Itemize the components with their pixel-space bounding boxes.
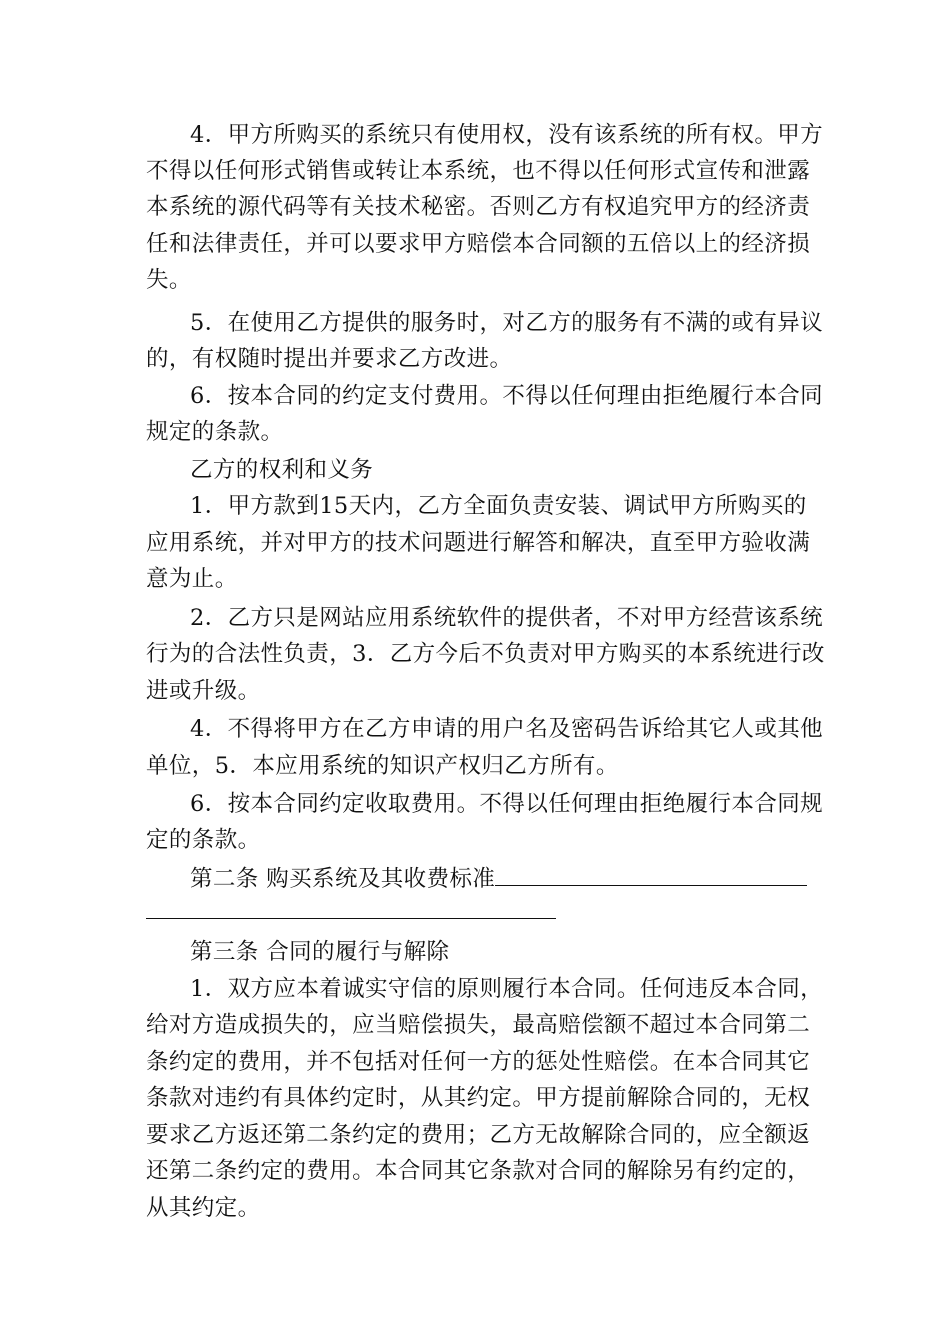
paragraph-line: 从其约定。 <box>146 1195 261 1221</box>
paragraph-line: 6．按本合同的约定支付费用。不得以任何理由拒绝履行本合同 <box>190 383 824 409</box>
paragraph-line: 5．在使用乙方提供的服务时，对乙方的服务有不满的或有异议 <box>190 310 824 336</box>
paragraph-line: 要求乙方返还第二条约定的费用；乙方无故解除合同的，应全额返 <box>146 1122 811 1148</box>
paragraph-line: 失。 <box>146 267 192 293</box>
paragraph-line: 意为止。 <box>146 566 238 592</box>
paragraph-line: 6．按本合同约定收取费用。不得以任何理由拒绝履行本合同规 <box>190 791 824 817</box>
blank-fill-line <box>146 918 556 919</box>
paragraph-line: 行为的合法性负责，3．乙方今后不负责对甲方购买的本系统进行改 <box>146 641 825 667</box>
article-two-title: 第二条 购买系统及其收费标准 <box>190 866 496 892</box>
paragraph-line: 1．双方应本着诚实守信的原则履行本合同。任何违反本合同， <box>190 976 824 1002</box>
article-two-heading <box>190 859 810 895</box>
paragraph-line: 本系统的源代码等有关技术秘密。否则乙方有权追究甲方的经济责 <box>146 194 811 220</box>
section-heading: 乙方的权利和义务 <box>190 457 374 483</box>
paragraph-line: 还第二条约定的费用。本合同其它条款对合同的解除另有约定的， <box>146 1158 811 1184</box>
paragraph-line: 单位，5．本应用系统的知识产权归乙方所有。 <box>146 753 619 779</box>
paragraph-line: 应用系统，并对甲方的技术问题进行解答和解决，直至甲方验收满 <box>146 530 811 556</box>
paragraph-line: 2．乙方只是网站应用系统软件的提供者，不对甲方经营该系统 <box>190 605 824 631</box>
paragraph-line: 条款对违约有具体约定时，从其约定。甲方提前解除合同的，无权 <box>146 1085 811 1111</box>
paragraph-line: 的，有权随时提出并要求乙方改进。 <box>146 346 513 372</box>
blank-fill-line <box>495 859 807 886</box>
paragraph-line: 1．甲方款到15天内，乙方全面负责安装、调试甲方所购买的 <box>190 493 807 519</box>
paragraph-line: 任和法律责任，并可以要求甲方赔偿本合同额的五倍以上的经济损 <box>146 231 811 257</box>
article-three-heading: 第三条 合同的履行与解除 <box>190 939 450 965</box>
paragraph-line: 给对方造成损失的，应当赔偿损失，最高赔偿额不超过本合同第二 <box>146 1012 811 1038</box>
paragraph-line: 条约定的费用，并不包括对任何一方的惩处性赔偿。在本合同其它 <box>146 1049 811 1075</box>
paragraph-line: 规定的条款。 <box>146 419 284 445</box>
paragraph-line: 定的条款。 <box>146 827 261 853</box>
paragraph-line: 进或升级。 <box>146 678 261 704</box>
paragraph-line: 4．不得将甲方在乙方申请的用户名及密码告诉给其它人或其他 <box>190 716 824 742</box>
paragraph-line: 4．甲方所购买的系统只有使用权，没有该系统的所有权。甲方 <box>190 122 824 148</box>
paragraph-line: 不得以任何形式销售或转让本系统，也不得以任何形式宣传和泄露 <box>146 158 811 184</box>
